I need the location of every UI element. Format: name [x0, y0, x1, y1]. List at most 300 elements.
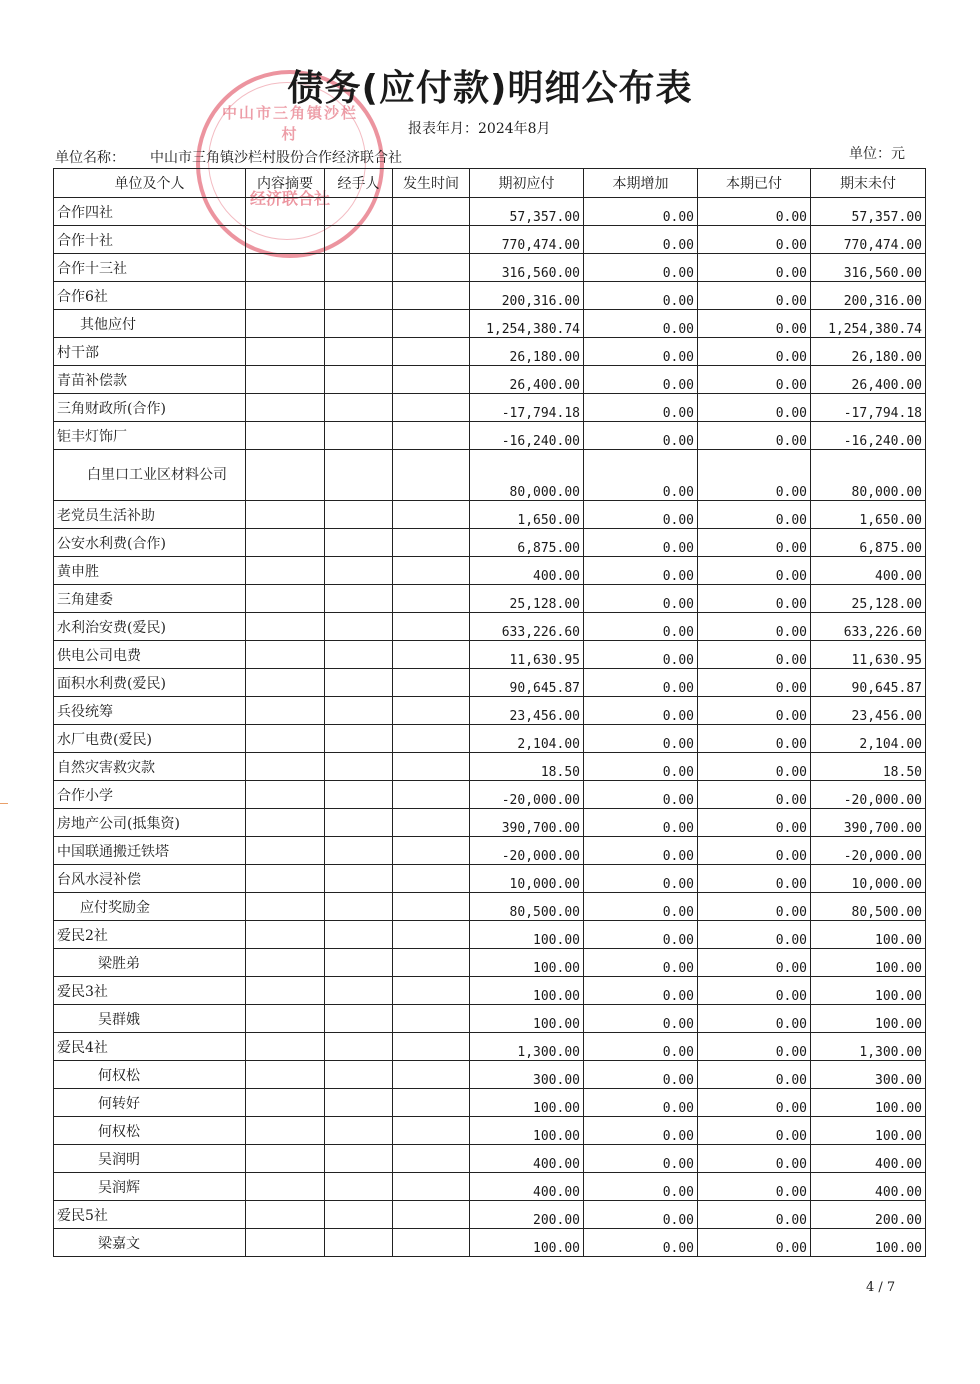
- cell-paid: 0.00: [698, 921, 811, 949]
- cell-handler: [325, 394, 393, 422]
- cell-entity: 青苗补偿款: [54, 366, 246, 394]
- cell-entity: 吴群娥: [54, 1005, 246, 1033]
- cell-closing: 11,630.95: [811, 641, 926, 669]
- cell-paid: 0.00: [698, 1173, 811, 1201]
- cell-summary: [246, 837, 325, 865]
- cell-increase: 0.00: [584, 282, 698, 310]
- cell-increase: 0.00: [584, 1229, 698, 1257]
- cell-opening: 200,316.00: [470, 282, 584, 310]
- cell-summary: [246, 501, 325, 529]
- cell-closing: 10,000.00: [811, 865, 926, 893]
- cell-increase: 0.00: [584, 1201, 698, 1229]
- cell-increase: 0.00: [584, 501, 698, 529]
- cell-increase: 0.00: [584, 557, 698, 585]
- cell-opening: 10,000.00: [470, 865, 584, 893]
- cell-handler: [325, 1201, 393, 1229]
- cell-opening: 100.00: [470, 977, 584, 1005]
- cell-closing: 400.00: [811, 1173, 926, 1201]
- cell-entity: 何转好: [54, 1089, 246, 1117]
- cell-date: [393, 1005, 470, 1033]
- cell-increase: 0.00: [584, 725, 698, 753]
- cell-summary: [246, 1145, 325, 1173]
- cell-closing: 100.00: [811, 1089, 926, 1117]
- cell-handler: [325, 585, 393, 613]
- cell-entity: 合作6社: [54, 282, 246, 310]
- cell-closing: 80,000.00: [811, 450, 926, 501]
- table-row: [54, 1117, 926, 1145]
- cell-summary: [246, 865, 325, 893]
- cell-closing: -20,000.00: [811, 781, 926, 809]
- cell-handler: [325, 1033, 393, 1061]
- cell-increase: 0.00: [584, 1117, 698, 1145]
- cell-paid: 0.00: [698, 394, 811, 422]
- cell-paid: 0.00: [698, 338, 811, 366]
- cell-paid: 0.00: [698, 613, 811, 641]
- cell-closing: 57,357.00: [811, 198, 926, 226]
- cell-date: [393, 641, 470, 669]
- cell-opening: 100.00: [470, 1117, 584, 1145]
- cell-paid: 0.00: [698, 198, 811, 226]
- cell-date: [393, 865, 470, 893]
- cell-increase: 0.00: [584, 254, 698, 282]
- cell-date: [393, 282, 470, 310]
- cell-increase: 0.00: [584, 1173, 698, 1201]
- cell-paid: 0.00: [698, 282, 811, 310]
- table-row: [54, 394, 926, 422]
- unit-name-label: 单位名称：: [55, 150, 125, 166]
- cell-date: [393, 809, 470, 837]
- table-row: [54, 949, 926, 977]
- cell-date: [393, 394, 470, 422]
- cell-paid: 0.00: [698, 557, 811, 585]
- col-header-handler: 经手人: [325, 169, 393, 198]
- cell-closing: 100.00: [811, 1229, 926, 1257]
- table-row: [54, 613, 926, 641]
- cell-handler: [325, 1005, 393, 1033]
- cell-increase: 0.00: [584, 1061, 698, 1089]
- cell-handler: [325, 725, 393, 753]
- cell-handler: [325, 669, 393, 697]
- cell-paid: 0.00: [698, 725, 811, 753]
- table-row: [54, 753, 926, 781]
- cell-paid: 0.00: [698, 781, 811, 809]
- cell-handler: [325, 366, 393, 394]
- col-header-summary: 内容摘要: [246, 169, 325, 198]
- cell-summary: [246, 669, 325, 697]
- cell-opening: 1,254,380.74: [470, 310, 584, 338]
- cell-paid: 0.00: [698, 501, 811, 529]
- cell-date: [393, 725, 470, 753]
- col-header-paid: 本期已付: [698, 169, 811, 198]
- cell-increase: 0.00: [584, 837, 698, 865]
- cell-increase: 0.00: [584, 921, 698, 949]
- cell-opening: 80,000.00: [470, 450, 584, 501]
- cell-increase: 0.00: [584, 781, 698, 809]
- cell-increase: 0.00: [584, 669, 698, 697]
- cell-entity: 合作小学: [54, 781, 246, 809]
- cell-date: [393, 1061, 470, 1089]
- cell-date: [393, 1173, 470, 1201]
- cell-handler: [325, 1229, 393, 1257]
- cell-handler: [325, 226, 393, 254]
- cell-date: [393, 226, 470, 254]
- cell-closing: 26,180.00: [811, 338, 926, 366]
- cell-paid: 0.00: [698, 1145, 811, 1173]
- cell-paid: 0.00: [698, 585, 811, 613]
- table-row: [54, 585, 926, 613]
- table-row: [54, 1173, 926, 1201]
- cell-entity: 爱民2社: [54, 921, 246, 949]
- table-row: [54, 310, 926, 338]
- table-row: [54, 529, 926, 557]
- cell-paid: 0.00: [698, 1229, 811, 1257]
- cell-paid: 0.00: [698, 893, 811, 921]
- cell-closing: 6,875.00: [811, 529, 926, 557]
- table-row: [54, 198, 926, 226]
- table-row: [54, 865, 926, 893]
- col-header-date: 发生时间: [393, 169, 470, 198]
- cell-entity: 公安水利费(合作): [54, 529, 246, 557]
- cell-date: [393, 1033, 470, 1061]
- currency-unit: 单位：元: [849, 146, 905, 162]
- cell-summary: [246, 450, 325, 501]
- table-row: [54, 641, 926, 669]
- cell-handler: [325, 450, 393, 501]
- cell-opening: 25,128.00: [470, 585, 584, 613]
- cell-closing: 25,128.00: [811, 585, 926, 613]
- cell-date: [393, 949, 470, 977]
- cell-handler: [325, 697, 393, 725]
- cell-entity: 吴润辉: [54, 1173, 246, 1201]
- cell-entity: 应付奖励金: [54, 893, 246, 921]
- cell-summary: [246, 613, 325, 641]
- unit-name-value: 中山市三角镇沙栏村股份合作经济联合社: [150, 150, 402, 166]
- table-row: [54, 921, 926, 949]
- cell-summary: [246, 366, 325, 394]
- cell-opening: 100.00: [470, 1089, 584, 1117]
- cell-opening: 90,645.87: [470, 669, 584, 697]
- cell-date: [393, 1117, 470, 1145]
- page-title: 债务(应付款)明细公布表: [287, 68, 693, 109]
- cell-paid: 0.00: [698, 422, 811, 450]
- cell-handler: [325, 837, 393, 865]
- cell-closing: -20,000.00: [811, 837, 926, 865]
- cell-handler: [325, 1173, 393, 1201]
- cell-summary: [246, 1033, 325, 1061]
- cell-date: [393, 1145, 470, 1173]
- cell-increase: 0.00: [584, 450, 698, 501]
- cell-entity: 合作十三社: [54, 254, 246, 282]
- cell-opening: 770,474.00: [470, 226, 584, 254]
- cell-summary: [246, 641, 325, 669]
- cell-date: [393, 893, 470, 921]
- cell-opening: 26,400.00: [470, 366, 584, 394]
- cell-summary: [246, 226, 325, 254]
- cell-paid: 0.00: [698, 809, 811, 837]
- cell-entity: 房地产公司(抵集资): [54, 809, 246, 837]
- official-seal-arc-text: 中山市三角镇沙栏村: [221, 104, 358, 143]
- cell-opening: 100.00: [470, 949, 584, 977]
- cell-increase: 0.00: [584, 226, 698, 254]
- cell-entity: 黄申胜: [54, 557, 246, 585]
- cell-opening: -20,000.00: [470, 781, 584, 809]
- cell-date: [393, 198, 470, 226]
- table-row: [54, 781, 926, 809]
- cell-paid: 0.00: [698, 450, 811, 501]
- table-row: [54, 366, 926, 394]
- cell-entity: 其他应付: [54, 310, 246, 338]
- cell-summary: [246, 921, 325, 949]
- cell-opening: 400.00: [470, 1173, 584, 1201]
- cell-opening: 390,700.00: [470, 809, 584, 837]
- cell-closing: 300.00: [811, 1061, 926, 1089]
- cell-entity: 老党员生活补助: [54, 501, 246, 529]
- official-seal-text: 经济联合社: [249, 189, 330, 208]
- report-date: 报表年月：2024年8月: [408, 121, 551, 137]
- cell-closing: 1,254,380.74: [811, 310, 926, 338]
- table-row: [54, 1089, 926, 1117]
- cell-opening: 633,226.60: [470, 613, 584, 641]
- cell-handler: [325, 282, 393, 310]
- cell-increase: 0.00: [584, 310, 698, 338]
- cell-handler: [325, 1145, 393, 1173]
- table-row: [54, 1061, 926, 1089]
- cell-summary: [246, 1061, 325, 1089]
- cell-paid: 0.00: [698, 529, 811, 557]
- cell-closing: 100.00: [811, 1117, 926, 1145]
- cell-entity: 合作四社: [54, 198, 246, 226]
- cell-increase: 0.00: [584, 949, 698, 977]
- cell-summary: [246, 725, 325, 753]
- cell-summary: [246, 809, 325, 837]
- cell-closing: 18.50: [811, 753, 926, 781]
- cell-date: [393, 837, 470, 865]
- cell-date: [393, 781, 470, 809]
- cell-summary: [246, 753, 325, 781]
- cell-closing: 770,474.00: [811, 226, 926, 254]
- cell-summary: [246, 394, 325, 422]
- cell-closing: 90,645.87: [811, 669, 926, 697]
- cell-entity: 面积水利费(爱民): [54, 669, 246, 697]
- cell-closing: 633,226.60: [811, 613, 926, 641]
- cell-summary: [246, 529, 325, 557]
- cell-entity: 梁嘉文: [54, 1229, 246, 1257]
- cell-increase: 0.00: [584, 366, 698, 394]
- cell-paid: 0.00: [698, 226, 811, 254]
- cell-paid: 0.00: [698, 949, 811, 977]
- cell-date: [393, 366, 470, 394]
- cell-summary: [246, 1005, 325, 1033]
- table-row: [54, 422, 926, 450]
- cell-entity: 三角建委: [54, 585, 246, 613]
- page-number: 4 / 7: [866, 1280, 896, 1295]
- cell-paid: 0.00: [698, 254, 811, 282]
- cell-increase: 0.00: [584, 1089, 698, 1117]
- cell-opening: 316,560.00: [470, 254, 584, 282]
- cell-date: [393, 753, 470, 781]
- cell-increase: 0.00: [584, 977, 698, 1005]
- cell-entity: 合作十社: [54, 226, 246, 254]
- cell-paid: 0.00: [698, 1061, 811, 1089]
- table-row: [54, 1033, 926, 1061]
- cell-closing: 200.00: [811, 1201, 926, 1229]
- cell-paid: 0.00: [698, 1117, 811, 1145]
- cell-increase: 0.00: [584, 753, 698, 781]
- table-row: [54, 725, 926, 753]
- cell-opening: 100.00: [470, 921, 584, 949]
- cell-handler: [325, 753, 393, 781]
- cell-handler: [325, 557, 393, 585]
- cell-handler: [325, 977, 393, 1005]
- table-row: [54, 557, 926, 585]
- cell-handler: [325, 254, 393, 282]
- cell-paid: 0.00: [698, 1005, 811, 1033]
- cell-date: [393, 450, 470, 501]
- cell-paid: 0.00: [698, 310, 811, 338]
- cell-handler: [325, 422, 393, 450]
- cell-paid: 0.00: [698, 837, 811, 865]
- cell-summary: [246, 949, 325, 977]
- cell-opening: 23,456.00: [470, 697, 584, 725]
- cell-summary: [246, 338, 325, 366]
- cell-increase: 0.00: [584, 865, 698, 893]
- cell-entity: 供电公司电费: [54, 641, 246, 669]
- cell-closing: 2,104.00: [811, 725, 926, 753]
- cell-increase: 0.00: [584, 697, 698, 725]
- cell-opening: 57,357.00: [470, 198, 584, 226]
- cell-entity: 中国联通搬迁铁塔: [54, 837, 246, 865]
- cell-increase: 0.00: [584, 641, 698, 669]
- cell-closing: 1,650.00: [811, 501, 926, 529]
- table-row: [54, 977, 926, 1005]
- cell-paid: 0.00: [698, 669, 811, 697]
- cell-handler: [325, 1089, 393, 1117]
- edge-mark: [0, 803, 8, 804]
- cell-opening: 100.00: [470, 1229, 584, 1257]
- cell-opening: 1,300.00: [470, 1033, 584, 1061]
- cell-paid: 0.00: [698, 865, 811, 893]
- cell-increase: 0.00: [584, 394, 698, 422]
- cell-handler: [325, 641, 393, 669]
- cell-paid: 0.00: [698, 1201, 811, 1229]
- table-row: [54, 282, 926, 310]
- cell-opening: -17,794.18: [470, 394, 584, 422]
- table-row: [54, 501, 926, 529]
- cell-date: [393, 1089, 470, 1117]
- cell-increase: 0.00: [584, 338, 698, 366]
- table-row: [54, 1005, 926, 1033]
- cell-date: [393, 310, 470, 338]
- cell-date: [393, 585, 470, 613]
- cell-entity: 白里口工业区材料公司: [54, 450, 246, 501]
- cell-entity: 水厂电费(爱民): [54, 725, 246, 753]
- cell-summary: [246, 781, 325, 809]
- cell-entity: 爱民4社: [54, 1033, 246, 1061]
- cell-opening: 100.00: [470, 1005, 584, 1033]
- cell-handler: [325, 1061, 393, 1089]
- cell-closing: 316,560.00: [811, 254, 926, 282]
- cell-handler: [325, 198, 393, 226]
- cell-paid: 0.00: [698, 753, 811, 781]
- cell-increase: 0.00: [584, 529, 698, 557]
- cell-handler: [325, 893, 393, 921]
- cell-paid: 0.00: [698, 1033, 811, 1061]
- cell-increase: 0.00: [584, 585, 698, 613]
- cell-opening: 400.00: [470, 1145, 584, 1173]
- cell-entity: 何权松: [54, 1061, 246, 1089]
- table-header-row: [54, 169, 926, 198]
- cell-increase: 0.00: [584, 893, 698, 921]
- table-row: [54, 809, 926, 837]
- cell-entity: 台风水浸补偿: [54, 865, 246, 893]
- table-row: [54, 1201, 926, 1229]
- cell-entity: 三角财政所(合作): [54, 394, 246, 422]
- cell-summary: [246, 310, 325, 338]
- cell-closing: 26,400.00: [811, 366, 926, 394]
- col-header-opening: 期初应付: [470, 169, 584, 198]
- cell-entity: 自然灾害救灾款: [54, 753, 246, 781]
- table-row: [54, 338, 926, 366]
- cell-increase: 0.00: [584, 1005, 698, 1033]
- cell-closing: 100.00: [811, 977, 926, 1005]
- cell-date: [393, 501, 470, 529]
- cell-paid: 0.00: [698, 977, 811, 1005]
- cell-closing: 100.00: [811, 1005, 926, 1033]
- cell-opening: 2,104.00: [470, 725, 584, 753]
- cell-increase: 0.00: [584, 198, 698, 226]
- cell-closing: 100.00: [811, 949, 926, 977]
- cell-closing: 200,316.00: [811, 282, 926, 310]
- cell-closing: 400.00: [811, 557, 926, 585]
- cell-handler: [325, 501, 393, 529]
- cell-opening: 11,630.95: [470, 641, 584, 669]
- cell-closing: 80,500.00: [811, 893, 926, 921]
- cell-opening: 26,180.00: [470, 338, 584, 366]
- table-body: [54, 198, 926, 1257]
- cell-summary: [246, 585, 325, 613]
- table-row: [54, 450, 926, 501]
- cell-handler: [325, 865, 393, 893]
- cell-entity: 水利治安费(爱民): [54, 613, 246, 641]
- cell-date: [393, 557, 470, 585]
- cell-handler: [325, 949, 393, 977]
- cell-paid: 0.00: [698, 366, 811, 394]
- cell-date: [393, 669, 470, 697]
- cell-summary: [246, 697, 325, 725]
- cell-summary: [246, 282, 325, 310]
- cell-handler: [325, 310, 393, 338]
- col-header-increase: 本期增加: [584, 169, 698, 198]
- cell-entity: 村干部: [54, 338, 246, 366]
- cell-summary: [246, 893, 325, 921]
- cell-paid: 0.00: [698, 697, 811, 725]
- cell-date: [393, 338, 470, 366]
- cell-summary: [246, 977, 325, 1005]
- cell-closing: -16,240.00: [811, 422, 926, 450]
- cell-date: [393, 697, 470, 725]
- cell-closing: 400.00: [811, 1145, 926, 1173]
- cell-handler: [325, 921, 393, 949]
- cell-handler: [325, 781, 393, 809]
- cell-opening: 80,500.00: [470, 893, 584, 921]
- table-row: [54, 893, 926, 921]
- cell-date: [393, 1229, 470, 1257]
- cell-entity: 钜丰灯饰厂: [54, 422, 246, 450]
- cell-paid: 0.00: [698, 641, 811, 669]
- payables-table: [53, 168, 926, 1257]
- cell-date: [393, 254, 470, 282]
- cell-date: [393, 977, 470, 1005]
